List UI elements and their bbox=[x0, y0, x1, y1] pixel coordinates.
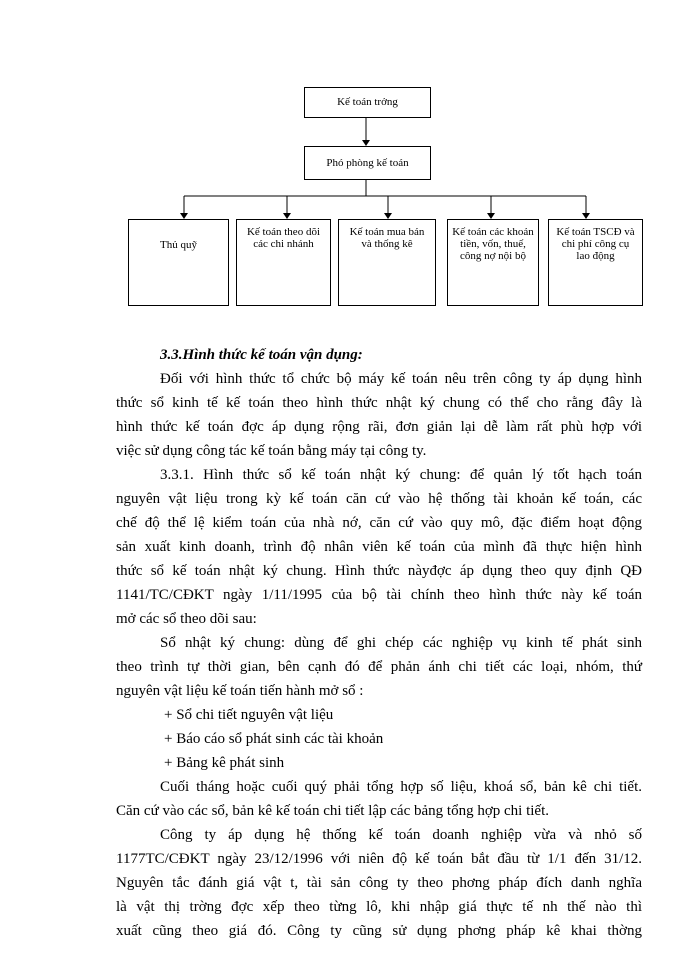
body-text bbox=[116, 343, 642, 943]
org-box-branch-accountant bbox=[236, 219, 331, 306]
paragraph-line: thức sổ kế toán nhật ký chung. Hình thức nàyđợc áp dụng theo quy định QĐ bbox=[116, 563, 642, 579]
paragraph-line: sản xuất kinh doanh, trình độ nhân viên kế toán của mình đã thực hiện hình bbox=[116, 539, 642, 555]
org-box-label: Phó phòng kế toán bbox=[326, 157, 409, 169]
paragraph-line: thức sổ kinh tế kế toán theo hình thức nhật ký chung có thể cho rằng đây là bbox=[116, 395, 642, 411]
org-box-label: Kế toán theo dõi các chi nhánh bbox=[246, 226, 320, 250]
paragraph-line: nguyên vật liệu kế toán tiến hành mở sổ : bbox=[116, 683, 364, 699]
paragraph-line: Đối với hình thức tổ chức bộ máy kế toán nêu trên công ty áp dụng hình bbox=[160, 371, 642, 387]
paragraph-line: chế độ thể lệ kiểm toán của nhà nớ, căn cứ vào quy mô, đặc điểm hoạt động bbox=[116, 515, 642, 531]
paragraph-line: nguyên vật liệu trong kỳ kế toán căn cứ vào hệ thống tài khoản kế toán, các bbox=[116, 491, 642, 507]
paragraph-line: là vật thị trờng đợc xếp theo từng lô, khi nhập giá thực tế nh thế nào thì bbox=[116, 899, 642, 915]
paragraph-line: hình thức kế toán đợc áp dụng rộng rãi, đơn giản lại dễ làm rất phù hợp với bbox=[116, 419, 642, 435]
paragraph-line: 1141/TC/CĐKT ngày 1/11/1995 của bộ tài chính theo hình thức này kế toán bbox=[116, 587, 642, 603]
list-item: + Sổ chi tiết nguyên vật liệu bbox=[164, 707, 334, 723]
paragraph-line: Cuối tháng hoặc cuối quý phải tổng hợp số liệu, khoá sổ, bản kê chi tiết. bbox=[160, 779, 642, 795]
org-box-fixed-asset-accountant bbox=[548, 219, 643, 306]
paragraph-line: xuất cũng theo giá đó. Công ty cũng sử dụng phơng pháp kê khai thờng bbox=[116, 923, 642, 939]
org-box-label: Kế toán các khoản tiền, vốn, thuế, công nợ nội bộ bbox=[452, 226, 534, 262]
paragraph-line: Nguyên tắc đánh giá vật t, tài sản công ty theo phơng pháp đích danh nghĩa bbox=[116, 875, 642, 891]
paragraph-line: việc sử dụng công tác kế toán bằng máy tại công ty. bbox=[116, 443, 427, 459]
org-box-label: Kế toán TSCĐ và chi phí công cụ lao động bbox=[556, 226, 635, 262]
list-item: + Bảng kê phát sinh bbox=[164, 755, 285, 771]
paragraph-line: theo trình tự thời gian, bên cạnh đó để phản ánh chi tiết các loại, nhóm, thứ bbox=[116, 659, 642, 675]
org-box-label: Kế toán trởng bbox=[337, 96, 398, 108]
list-item: + Báo cáo sổ phát sinh các tài khoản bbox=[164, 731, 384, 747]
paragraph-line: Công ty áp dụng hệ thống kế toán doanh nghiệp vừa và nhỏ số bbox=[160, 827, 642, 843]
org-box-cashier bbox=[128, 219, 229, 306]
section-heading: 3.3.Hình thức kế toán vận dụng: bbox=[160, 347, 363, 363]
org-box-chief-accountant bbox=[304, 87, 431, 118]
paragraph-line: mở các sổ theo dõi sau: bbox=[116, 611, 257, 627]
paragraph-line: 1177TC/CĐKT ngày 23/12/1996 với niên độ kế toán bắt đầu từ 1/1 đến 31/12. bbox=[116, 851, 642, 867]
org-box-label: Thủ quỹ bbox=[160, 239, 197, 251]
paragraph-line: Căn cứ vào các sổ, bản kê kế toán chi tiết lập các bảng tổng hợp chi tiết. bbox=[116, 803, 549, 819]
org-box-purchase-sales-accountant bbox=[338, 219, 436, 306]
paragraph-line: 3.3.1. Hình thức sổ kế toán nhật ký chung: để quản lý tốt hạch toán bbox=[160, 467, 642, 483]
org-box-label: Kế toán mua bán và thống kê bbox=[349, 226, 425, 250]
org-box-cash-capital-accountant bbox=[447, 219, 539, 306]
paragraph-line: Sổ nhật ký chung: dùng để ghi chép các nghiệp vụ kinh tế phát sinh bbox=[160, 635, 642, 651]
org-box-deputy-head bbox=[304, 146, 431, 180]
